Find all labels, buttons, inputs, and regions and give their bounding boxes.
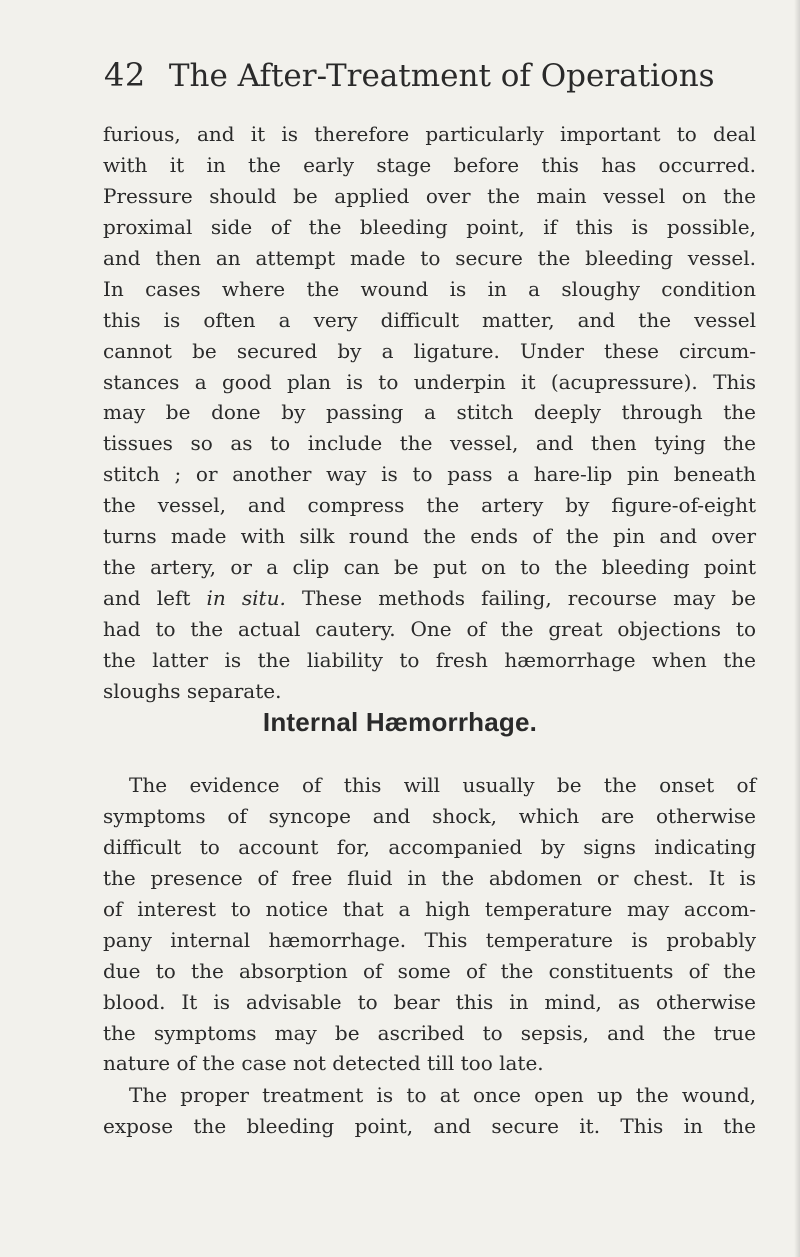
text-line: the symptoms may be ascribed to sepsis, and the true <box>103 1020 756 1045</box>
text-line: Pressure should be applied over the main vessel on the <box>103 183 756 208</box>
text-line: of interest to notice that a high temperature may accom- <box>103 896 756 921</box>
text-line: expose the bleeding point, and secure it. This in the <box>103 1113 756 1138</box>
text-line: with it in the early stage before this has occurred. <box>103 152 756 177</box>
text-line: the artery, or a clip can be put on to the bleeding point <box>103 555 756 580</box>
text-line: turns made with silk round the ends of the pin and over <box>103 524 756 549</box>
text-line: stitch ; or another way is to pass a hare-lip pin beneath <box>103 462 756 487</box>
text-line: had to the actual cautery. One of the great objections to <box>103 617 756 641</box>
text-line: tissues so as to include the vessel, and then tying the <box>103 431 756 456</box>
text-segment: These methods failing, recourse may be <box>301 586 757 611</box>
text-line: nature of the case not detected till too late. <box>103 1051 544 1076</box>
text-line: may be done by passing a stitch deeply through the <box>103 400 756 425</box>
italic-phrase: in situ. <box>206 586 286 611</box>
text-line: cannot be secured by a ligature. Under these circum- <box>103 338 756 363</box>
text-line: this is often a very difficult matter, and the vessel <box>103 307 756 332</box>
text-line: furious, and it is therefore particularly important to deal <box>103 122 756 146</box>
text-line: proximal side of the bleeding point, if this is possible, <box>103 214 756 239</box>
running-title: The After-Treatment of Operations <box>168 58 715 94</box>
text-line-with-italic <box>103 583 756 614</box>
text-line: the vessel, and compress the artery by figure-of-eight <box>103 493 756 518</box>
text-line: stances a good plan is to underpin it (acupressure). This <box>103 369 756 394</box>
text-line: and then an attempt made to secure the bleeding vessel. <box>103 245 756 270</box>
text-line: pany internal hæmorrhage. This temperature is probably <box>103 927 756 952</box>
text-line: difficult to account for, accompanied by signs indicating <box>103 834 756 859</box>
text-line: symptoms of syncope and shock, which are otherwise <box>103 803 756 828</box>
text-line: the latter is the liability to fresh hæmorrhage when the <box>103 647 756 672</box>
text-line: due to the absorption of some of the constituents of the <box>103 958 756 983</box>
section-heading: Internal Hæmorrhage. <box>262 707 538 737</box>
paragraph <box>103 1080 756 1142</box>
text-line: blood. It is advisable to bear this in mind, as otherwise <box>103 989 756 1014</box>
page-header <box>104 56 744 106</box>
text-segment: and left <box>103 586 191 611</box>
paragraph-continuation <box>103 119 756 707</box>
text-line: the presence of free fluid in the abdomen or chest. It is <box>103 865 756 890</box>
text-line: In cases where the wound is in a sloughy condition <box>103 276 756 301</box>
page-edge-shadow <box>794 0 800 1257</box>
text-line: sloughs separate. <box>103 678 282 703</box>
paragraph <box>103 770 756 1079</box>
text-line: The proper treatment is to at once open up the wound, <box>129 1083 756 1107</box>
text-line: The evidence of this will usually be the onset of <box>129 773 756 797</box>
page-number: 42 <box>104 56 146 94</box>
